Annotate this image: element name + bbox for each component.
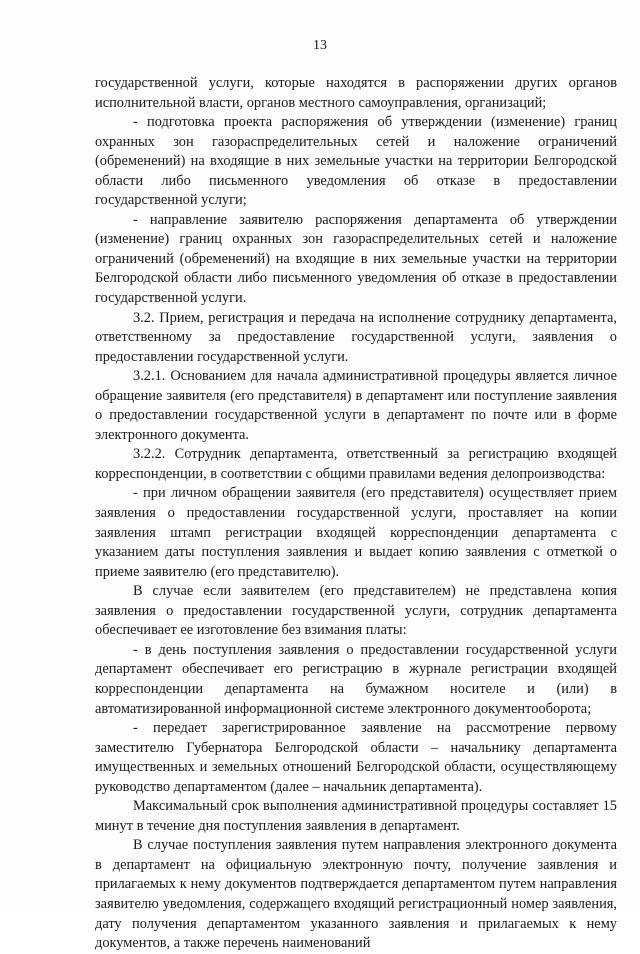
paragraph: Максимальный срок выполнения административной процедуры составляет 15 минут в течение дня поступления заявления в департамент.	[95, 798, 617, 834]
document-body	[95, 74, 617, 954]
paragraph: 3.2.1. Основанием для начала административной процедуры является личное обращение заявителя (его представителя) в департамент или поступление заявления о предоставлении государственной услуги в департамент по почте или в форме электронного документа.	[95, 368, 617, 443]
page-number: 13	[313, 38, 327, 53]
paragraph: - направление заявителю распоряжения департамента об утверждении (изменение) границ охранных зон газораспределительных сетей и наложение ограничений (обременений) на входящие в них земельные участки на территории Белгородской области либо письменного уведомления об отказе в предоставлении государственной услуги.	[95, 211, 617, 307]
paragraph: - в день поступления заявления о предоставлении государственной услуги департамент обеспечивает его регистрацию в журнале регистрации входящей корреспонденции департамента на бумажном носителе и (или) в автоматизированной информационной системе электронного документооборота;	[95, 641, 617, 717]
paragraph: В случае поступления заявления путем направления электронного документа в департамент на официальную электронную почту, получение заявления и прилагаемых к нему документов подтверждается департаментом путем направления заявителю уведомления, содержащего входящий регистрационный номер заявления, дату получения департаментом указанного заявления и прилагаемых к нему документов, а также перечень наименований	[95, 837, 617, 952]
section-heading-3-2: 3.2. Прием, регистрация и передача на исполнение сотруднику департамента, ответственному за предоставление государственной услуги, заявления о предоставлении государственной услуги.	[95, 309, 617, 365]
paragraph: В случае если заявителем (его представителем) не представлена копия заявления о предоставлении государственной услуги, сотрудник департамента обеспечивает ее изготовление без взимания платы:	[95, 583, 617, 639]
paragraph: - при личном обращении заявителя (его представителя) осуществляет прием заявления о предоставлении государственной услуги, проставляет на копии заявления штамп регистрации входящей корреспонденции департамента с указанием даты поступления заявления и выдает копию заявления с отметкой о приеме заявителю (его представителю).	[95, 485, 617, 580]
paragraph: - передает зарегистрированное заявление на рассмотрение первому заместителю Губернатора Белгородской области – начальнику департамента имущественных и земельных отношений Белгородской области, осуществляющему руководство департаментом (далее – начальник департамента).	[95, 720, 617, 795]
paragraph: - подготовка проекта распоряжения об утверждении (изменение) границ охранных зон газораспределительных сетей и наложение ограничений (обременений) на входящие в них земельные участки на территории Белгородской области либо письменного уведомления об отказе в предоставлении государственной услуги;	[95, 114, 617, 209]
paragraph: государственной услуги, которые находятся в распоряжении других органов исполнительной власти, органов местного самоуправления, организаций;	[95, 75, 617, 111]
paragraph: 3.2.2. Сотрудник департамента, ответственный за регистрацию входящей корреспонденции, в соответствии с общими правилами ведения делопроизводства:	[95, 446, 617, 482]
